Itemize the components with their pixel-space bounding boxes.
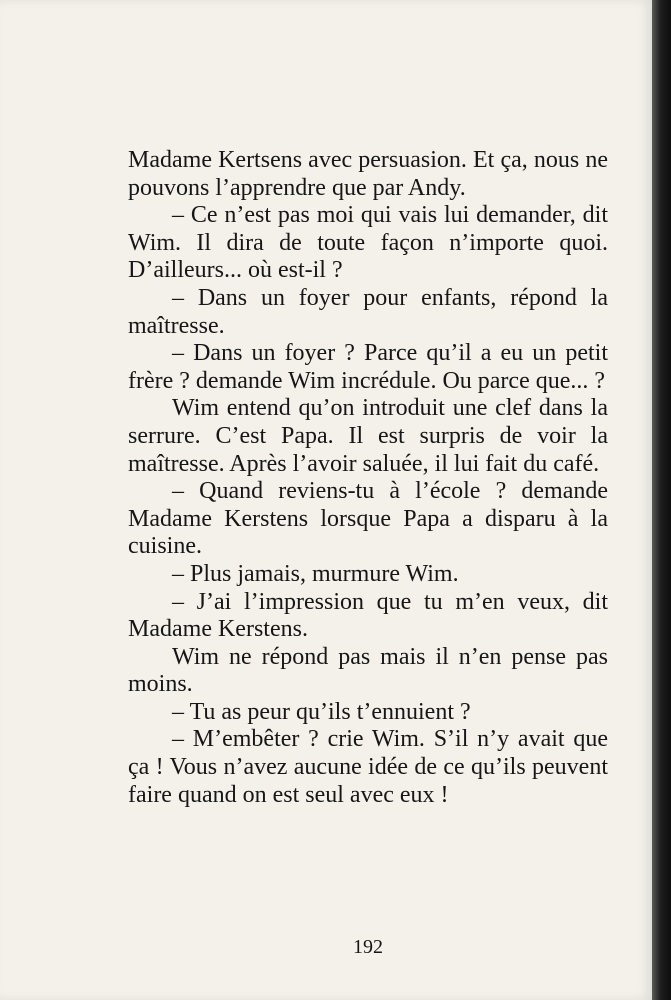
paragraph: Madame Kertsens avec persuasion. Et ça, nous ne pouvons l’apprendre que par Andy. [128,147,608,201]
paragraph: – Dans un foyer pour enfants, répond la maîtresse. [128,284,608,339]
paragraph: Wim entend qu’on introduit une clef dans la serrure. C’est Papa. Il est surpris de voir la maîtresse. Après l’avoir saluée, il lui fait du café. [128,395,608,477]
paragraph: – Ce n’est pas moi qui vais lui demander, dit Wim. Il dira de toute façon n’importe quoi. D’ailleurs... où est-il ? [128,202,608,284]
body-text [128,147,608,809]
paragraph: – Dans un foyer ? Parce qu’il a eu un petit frère ? demande Wim incrédule. Ou parce que... ? [128,340,608,394]
paragraph: – J’ai l’impression que tu m’en veux, dit Madame Kerstens. [128,588,608,643]
page-number: 192 [353,936,383,958]
paragraph: – Quand reviens-tu à l’école ? demande Madame Kerstens lorsque Papa a disparu à la cuisine. [128,478,608,560]
paragraph: – M’embêter ? crie Wim. S’il n’y avait que ça ! Vous n’avez aucune idée de ce qu’ils peuvent faire quand on est seul avec eux ! [128,726,608,808]
paragraph: – Tu as peur qu’ils t’ennuient ? [172,698,471,725]
book-spine-edge [652,0,671,1000]
paragraph: – Plus jamais, murmure Wim. [172,560,459,587]
paragraph: Wim ne répond pas mais il n’en pense pas moins. [128,643,608,698]
